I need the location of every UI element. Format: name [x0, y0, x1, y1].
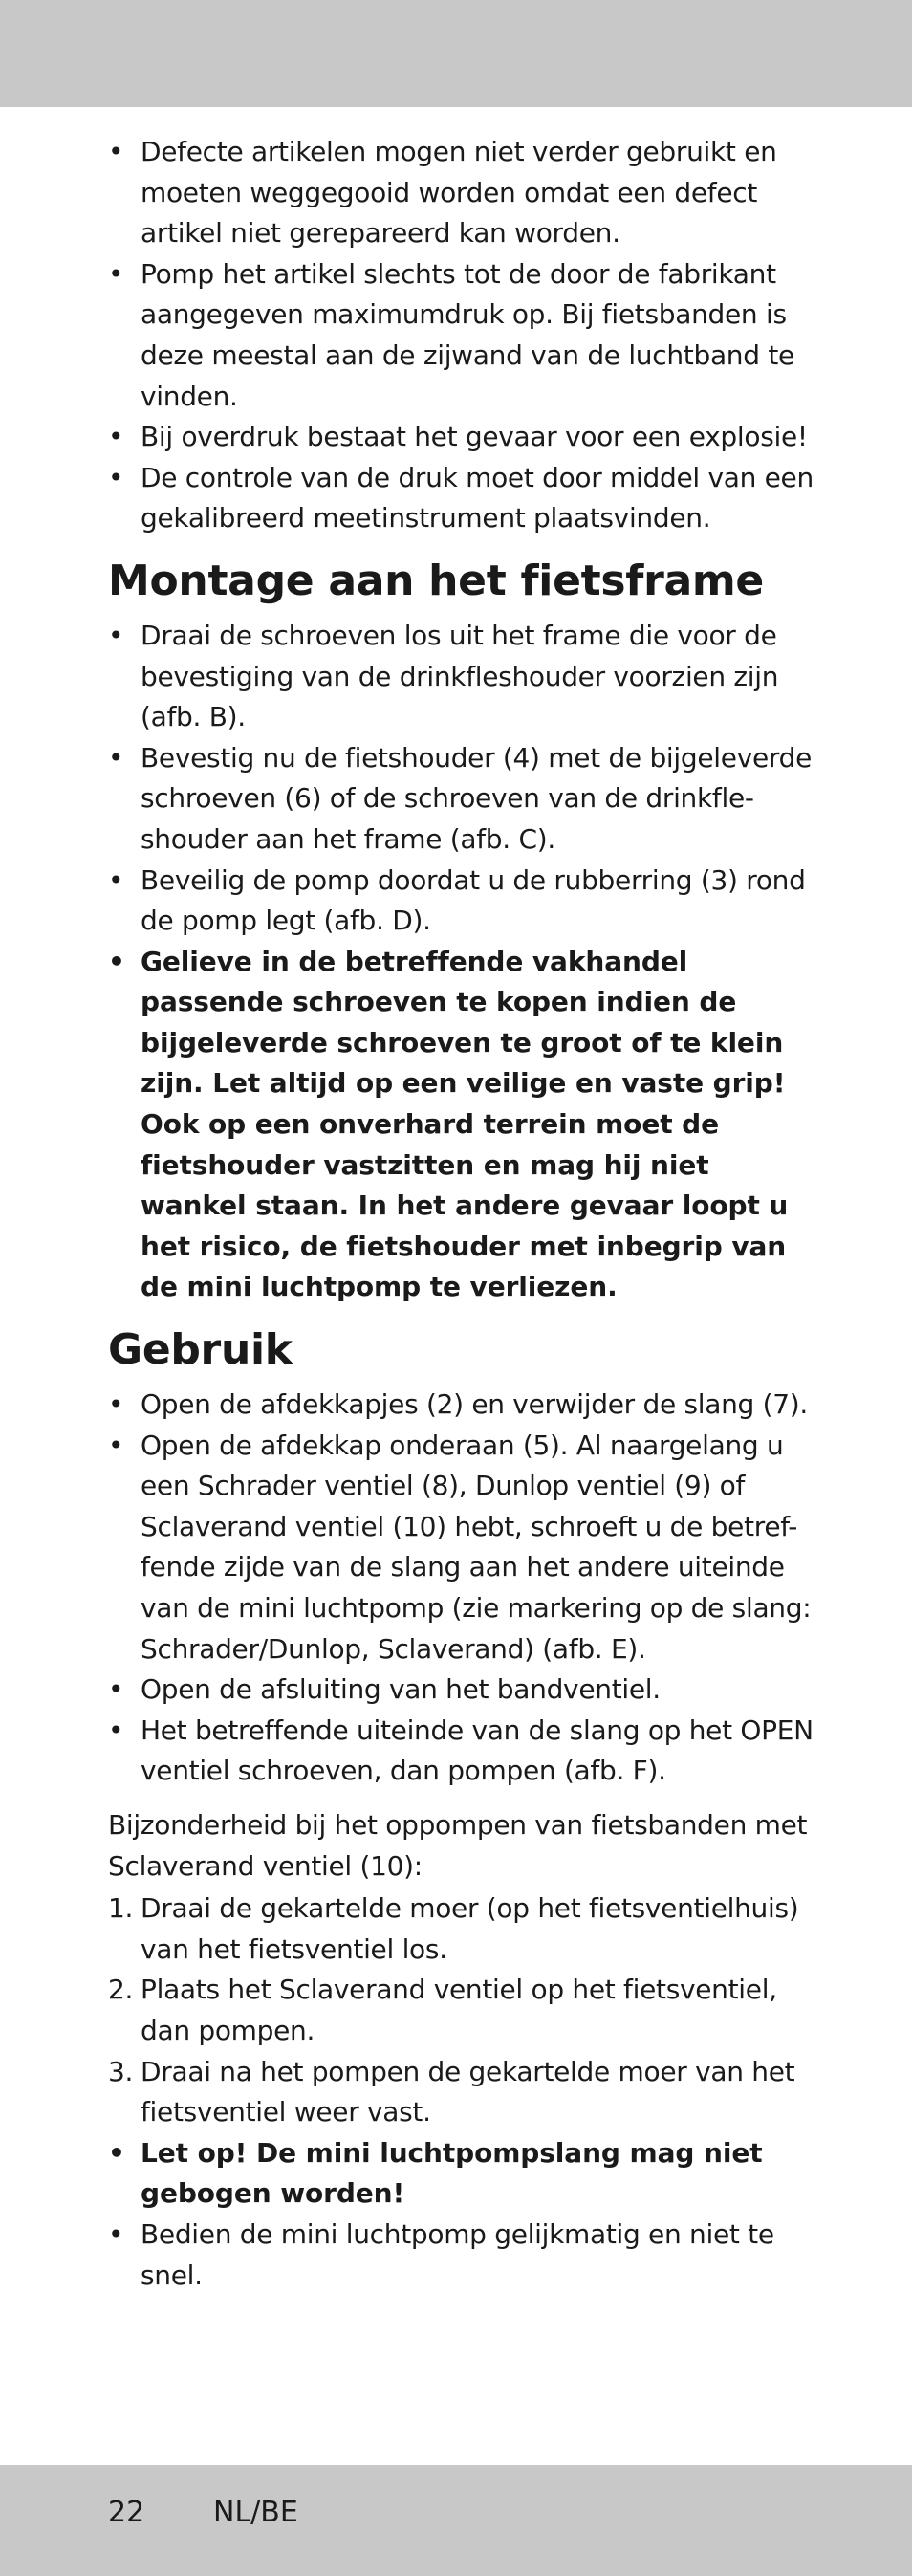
bullet-icon: •: [108, 741, 124, 774]
step-item: 1. Draai de gekartelde moer (op het fietsventielhuis) van het fietsventiel los.: [108, 1888, 820, 1970]
gebruik-list: [108, 1385, 820, 1792]
bullet-icon: •: [108, 1673, 124, 1706]
bullet-icon: •: [108, 2136, 125, 2169]
list-item: • Bedien de mini luchtpomp gelijkmatig en niet te snel.: [108, 2215, 820, 2296]
list-item: • Open de afdekkapjes (2) en verwijder de slang (7).: [108, 1385, 820, 1426]
bullet-icon: •: [108, 136, 124, 167]
closing-list: [108, 2133, 820, 2296]
step-item: 3. Draai na het pompen de gekartelde moer van het fietsventiel weer vast.: [108, 2052, 820, 2133]
bullet-icon: •: [108, 863, 124, 896]
bullet-icon: •: [108, 461, 124, 493]
language-code: NL/BE: [213, 2496, 298, 2529]
step-number: 3.: [108, 2055, 134, 2087]
step-number: 1.: [108, 1892, 134, 1925]
list-item: • Draai de schroeven los uit het frame die voor de bevestiging van de drinkfleshouder voorzien zijn (afb. B).: [108, 616, 820, 738]
bullet-icon: •: [108, 619, 124, 651]
list-item: • Bij overdruk bestaat het gevaar voor een explosie!: [108, 417, 820, 458]
bullet-icon: •: [108, 945, 125, 977]
bullet-icon: •: [108, 1429, 124, 1461]
list-item: • Beveilig de pomp doordat u de rubberring (3) rond de pomp legt (afb. D).: [108, 861, 820, 942]
list-item: • Open de afsluiting van het bandventiel.: [108, 1670, 820, 1711]
bullet-icon: •: [108, 421, 124, 453]
list-item: • Het betreffende uiteinde van de slang op het OPEN ventiel schroeven, dan pompen (afb. F).: [108, 1711, 820, 1792]
caution-item: • Let op! De mini luchtpompslang mag niet gebogen worden!: [108, 2133, 820, 2215]
safety-list: [108, 132, 820, 539]
montage-heading: Montage aan het fietsframe: [108, 556, 764, 605]
list-item: • Defecte artikelen mogen niet verder gebruikt en moeten weggegooid worden omdat een defect artikel niet gerepareerd kan worden.: [108, 132, 820, 254]
montage-list: [108, 616, 820, 1308]
gebruik-heading: Gebruik: [108, 1325, 293, 1375]
bullet-icon: •: [108, 1714, 124, 1746]
header-band: [0, 0, 912, 107]
montage-warning: • Gelieve in de betreffende vakhandel passende schroeven te kopen indien de bijgeleverde schroeven te groot of te klein zijn. Let altijd op een veilige en vaste grip! Ook op een onverhard terrein moet de fietshouder vastzitten en mag hij niet wankel staan. In het andere gevaar loopt u het risico, de fietshouder met inbegrip van de mini luchtpomp te verliezen.: [108, 942, 820, 1308]
step-item: 2. Plaats het Sclaverand ventiel op het fietsventiel, dan pompen.: [108, 1970, 820, 2051]
step-number: 2.: [108, 1974, 134, 2006]
list-item: • Pomp het artikel slechts tot de door de fabrikant aangegeven maximumdruk op. Bij fietsbanden is deze meestal aan de zijwand van de luchtband te vinden.: [108, 254, 820, 417]
page-number: 22: [108, 2496, 145, 2529]
list-item: • Open de afdekkap onderaan (5). Al naargelang u een Schrader ventiel (8), Dunlop ventiel (9) of Sclaverand ventiel (10) hebt, schroeft u de betref-fende zijde van de slang aan het andere uiteinde van de mini luchtpomp (zie markering op de slang: Schrader/Dunlop, Sclaverand) (afb. E).: [108, 1426, 820, 1670]
sclaverand-steps: [108, 1888, 820, 2133]
list-item: • De controle van de druk moet door middel van een gekalibreerd meetinstrument plaatsvinden.: [108, 458, 820, 539]
bullet-icon: •: [108, 257, 124, 290]
sclaverand-intro: Bijzonderheid bij het oppompen van fietsbanden met Sclaverand ventiel (10):: [108, 1808, 808, 1882]
bullet-icon: •: [108, 2217, 124, 2250]
list-item: • Bevestig nu de fietshouder (4) met de bijgeleverde schroeven (6) of de schroeven van de drinkfle-shouder aan het frame (afb. C).: [108, 738, 820, 861]
page-content: [108, 132, 820, 2296]
bullet-icon: •: [108, 1388, 124, 1421]
